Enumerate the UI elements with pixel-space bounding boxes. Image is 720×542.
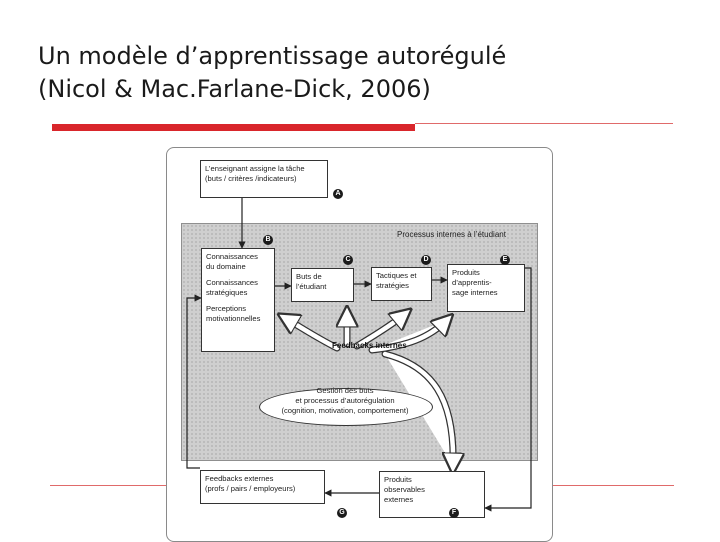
internal-feedback-label: Feedbacks internes (332, 341, 407, 350)
regulation-line-3: (cognition, motivation, comportement) (281, 406, 409, 415)
external-products-line-2: observables (384, 485, 425, 494)
marker-c: C (343, 255, 353, 265)
accent-bar (52, 124, 415, 131)
marker-f: F (449, 508, 459, 518)
slide-title-line-1: Un modèle d’apprentissage autorégulé (38, 42, 507, 70)
knowledge-line-6: motivationnelles (206, 314, 261, 323)
self-regulation-text (253, 386, 437, 416)
tactics-box (371, 267, 432, 301)
teacher-task-line-2: (buts / critères /indicateurs) (205, 174, 297, 183)
external-feedback-box (200, 470, 325, 504)
internal-products-line-1: Produits (452, 268, 480, 277)
marker-g: G (337, 508, 347, 518)
slide-title (38, 40, 678, 106)
internal-products-line-3: sage internes (452, 288, 498, 297)
accent-rule (415, 123, 673, 124)
marker-d: D (421, 255, 431, 265)
footer-rule-right (552, 485, 674, 486)
teacher-task-box (200, 160, 328, 198)
knowledge-line-4: stratégiques (206, 288, 248, 297)
student-goals-line-2: l’étudiant (296, 282, 327, 291)
marker-a: A (333, 189, 343, 199)
regulation-line-2: et processus d’autorégulation (295, 396, 395, 405)
external-products-box (379, 471, 485, 518)
tactics-line-1: Tactiques et (376, 271, 417, 280)
arrow-feedback-external-to-knowledge (187, 298, 201, 468)
student-goals-box (291, 268, 354, 302)
slide-title-line-2: (Nicol & Mac.Farlane-Dick, 2006) (38, 75, 431, 103)
knowledge-line-3: Connaissances (206, 278, 258, 287)
marker-e: E (500, 255, 510, 265)
knowledge-line-5: Perceptions (206, 304, 247, 313)
tactics-line-2: stratégies (376, 281, 409, 290)
external-feedback-line-2: (profs / pairs / employeurs) (205, 484, 296, 493)
external-products-line-1: Produits (384, 475, 412, 484)
self-regulation-diagram (166, 147, 553, 542)
knowledge-box (201, 248, 275, 352)
footer-rule-left (50, 485, 168, 486)
marker-b: B (263, 235, 273, 245)
external-feedback-line-1: Feedbacks externes (205, 474, 274, 483)
teacher-task-line-1: L’enseignant assigne la tâche (205, 164, 305, 173)
knowledge-line-2: du domaine (206, 262, 246, 271)
knowledge-line-1: Connaissances (206, 252, 258, 261)
internal-processes-label: Processus internes à l’étudiant (397, 230, 506, 239)
student-goals-line-1: Buts de (296, 272, 322, 281)
regulation-line-1: Gestion des buts (316, 386, 374, 395)
external-products-line-3: externes (384, 495, 414, 504)
internal-products-box (447, 264, 525, 312)
internal-products-line-2: d’apprentis- (452, 278, 492, 287)
